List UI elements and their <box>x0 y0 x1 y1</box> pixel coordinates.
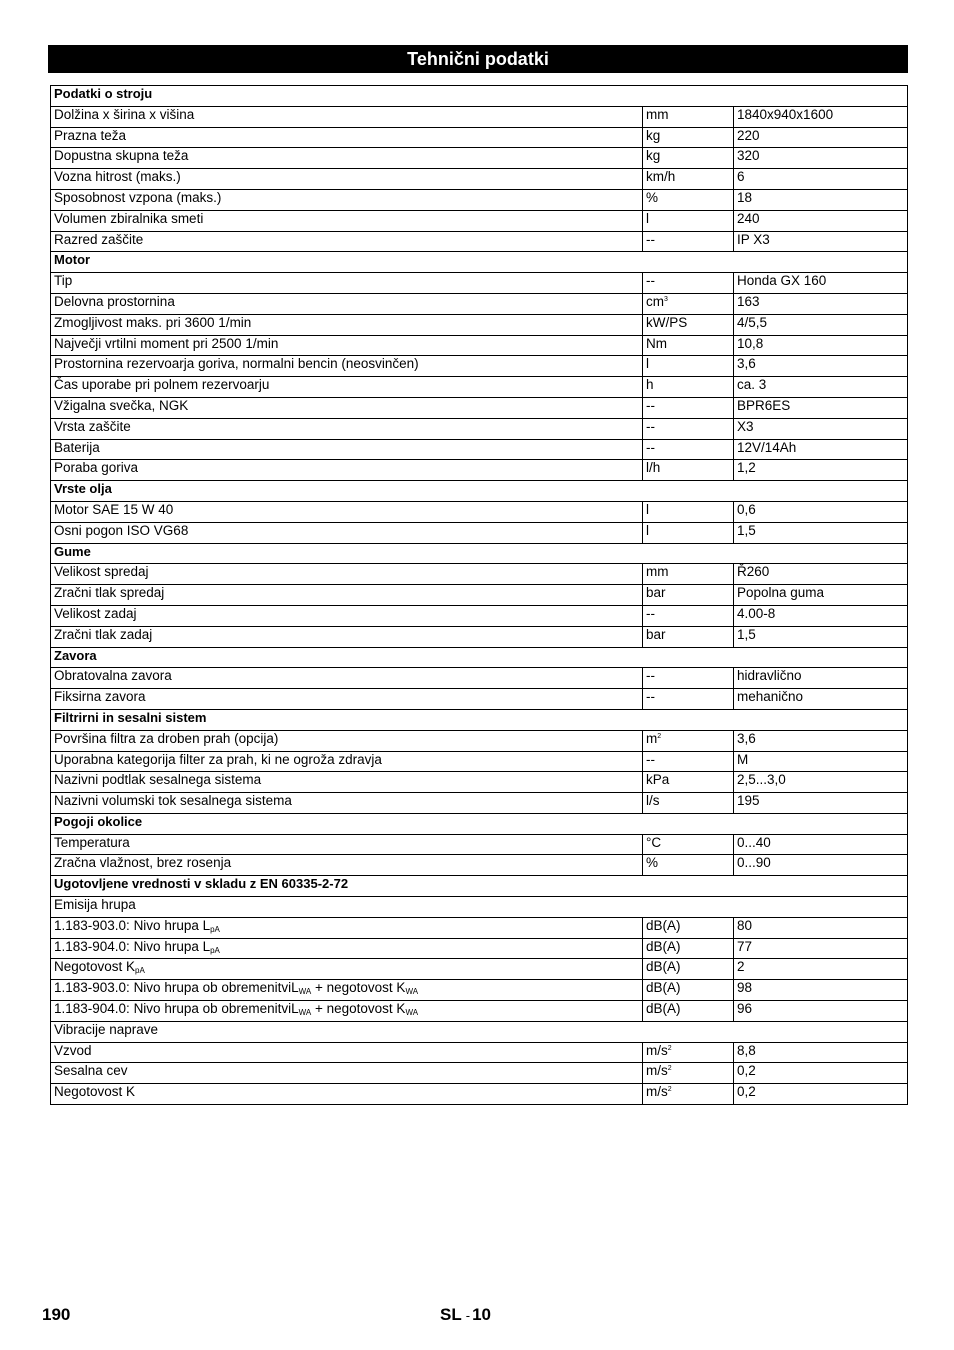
subheading-cell: Vibracije naprave <box>51 1021 908 1042</box>
label-cell: Volumen zbiralnika smeti <box>51 210 643 231</box>
table-row <box>51 917 908 938</box>
unit-superscript: 3 <box>664 295 668 303</box>
unit-superscript: 2 <box>667 1044 672 1052</box>
unit-text: dB(A) <box>646 980 681 996</box>
value-cell: Popolna guma <box>734 585 908 606</box>
unit-text: -- <box>646 439 655 455</box>
unit-cell <box>643 959 734 980</box>
section-heading: Vrste olja <box>51 481 908 502</box>
label-cell <box>51 938 643 959</box>
table-row <box>51 1084 908 1105</box>
table-row <box>51 834 908 855</box>
label-cell: Velikost spredaj <box>51 564 643 585</box>
table-row <box>51 626 908 647</box>
label-cell: Osni pogon ISO VG68 <box>51 522 643 543</box>
unit-text: l <box>646 210 649 226</box>
technical-data-table <box>50 85 908 1105</box>
unit-cell <box>643 377 734 398</box>
table-row <box>51 377 908 398</box>
table-row <box>51 689 908 710</box>
unit-cell <box>643 772 734 793</box>
unit-text: -- <box>646 605 655 621</box>
label-cell: Zračni tlak spredaj <box>51 585 643 606</box>
table-row <box>51 501 908 522</box>
table-row <box>51 231 908 252</box>
unit-text: -- <box>646 689 655 705</box>
value-cell: 3,6 <box>734 356 908 377</box>
unit-text: -- <box>646 418 655 434</box>
unit-text: km/h <box>646 169 676 185</box>
table-row <box>51 106 908 127</box>
unit-text: -- <box>646 231 655 247</box>
label-cell: Vzvod <box>51 1042 643 1063</box>
table-row <box>51 335 908 356</box>
unit-cell <box>643 189 734 210</box>
table-row <box>51 127 908 148</box>
table-row <box>51 793 908 814</box>
value-cell: 77 <box>734 938 908 959</box>
unit-cell <box>643 938 734 959</box>
label-cell: Vžigalna svečka, NGK <box>51 397 643 418</box>
unit-cell <box>643 626 734 647</box>
value-cell: 6 <box>734 169 908 190</box>
value-cell: 10,8 <box>734 335 908 356</box>
value-cell: 163 <box>734 293 908 314</box>
table-row <box>51 210 908 231</box>
table-row <box>51 148 908 169</box>
label-text: 1.183-904.0: Nivo hrupa ob obremenitviL <box>54 1001 299 1017</box>
section-heading: Ugotovljene vrednosti v skladu z EN 60335-2-72 <box>51 876 908 897</box>
section-header-row <box>51 86 908 107</box>
value-cell: mehanično <box>734 689 908 710</box>
footer-section-page: 10 <box>472 1305 491 1324</box>
unit-superscript: 2 <box>657 732 662 740</box>
label-cell: Prazna teža <box>51 127 643 148</box>
unit-cell <box>643 834 734 855</box>
table-row <box>51 564 908 585</box>
table-row <box>51 189 908 210</box>
section-header-row <box>51 252 908 273</box>
unit-text: °C <box>646 834 662 850</box>
label-cell: Zračna vlažnost, brez rosenja <box>51 855 643 876</box>
table-row <box>51 959 908 980</box>
unit-cell <box>643 439 734 460</box>
value-cell: X3 <box>734 418 908 439</box>
unit-text: -- <box>646 273 655 289</box>
table-row <box>51 772 908 793</box>
subheading-row <box>51 1021 908 1042</box>
unit-text: l <box>646 501 649 517</box>
unit-cell <box>643 210 734 231</box>
unit-text: -- <box>646 668 655 684</box>
unit-cell <box>643 668 734 689</box>
section-header-row <box>51 543 908 564</box>
unit-text: -- <box>646 751 655 767</box>
section-header-row <box>51 481 908 502</box>
label-cell <box>51 959 643 980</box>
label-text: 1.183-903.0: Nivo hrupa L <box>54 917 211 933</box>
table-row <box>51 855 908 876</box>
value-cell: 0...40 <box>734 834 908 855</box>
footer-section-ref <box>440 1305 491 1325</box>
unit-text: m <box>646 730 658 746</box>
value-cell: 0,2 <box>734 1084 908 1105</box>
value-cell: 195 <box>734 793 908 814</box>
unit-text: dB(A) <box>646 959 681 975</box>
unit-text: bar <box>646 626 666 642</box>
section-heading: Podatki o stroju <box>51 86 908 107</box>
unit-text: mm <box>646 564 669 580</box>
table-row <box>51 1063 908 1084</box>
section-header-row <box>51 876 908 897</box>
label-text: 1.183-904.0: Nivo hrupa L <box>54 938 211 954</box>
label-cell: Zračni tlak zadaj <box>51 626 643 647</box>
value-cell: 0,6 <box>734 501 908 522</box>
label-cell: Nazivni podtlak sesalnega sistema <box>51 772 643 793</box>
label-subscript: WA <box>405 1008 419 1018</box>
label-subscript: WA <box>405 987 419 997</box>
label-cell: Motor SAE 15 W 40 <box>51 501 643 522</box>
unit-text: m/s <box>646 1042 668 1058</box>
label-cell: Površina filtra za droben prah (opcija) <box>51 730 643 751</box>
unit-text: kg <box>646 148 661 164</box>
value-cell: 240 <box>734 210 908 231</box>
unit-cell <box>643 356 734 377</box>
section-header-row <box>51 813 908 834</box>
value-cell: 96 <box>734 1001 908 1022</box>
table-row <box>51 605 908 626</box>
unit-cell <box>643 335 734 356</box>
unit-text: bar <box>646 585 666 601</box>
value-cell: 4/5,5 <box>734 314 908 335</box>
unit-text: % <box>646 189 659 205</box>
unit-cell <box>643 397 734 418</box>
value-cell: ca. 3 <box>734 377 908 398</box>
table-row <box>51 1001 908 1022</box>
unit-text: m/s <box>646 1084 668 1100</box>
value-cell: 98 <box>734 980 908 1001</box>
unit-cell <box>643 293 734 314</box>
value-cell: 12V/14Ah <box>734 439 908 460</box>
unit-cell <box>643 605 734 626</box>
section-heading: Gume <box>51 543 908 564</box>
unit-cell <box>643 169 734 190</box>
unit-cell <box>643 1001 734 1022</box>
value-cell: hidravlično <box>734 668 908 689</box>
table-row <box>51 397 908 418</box>
unit-text: % <box>646 855 659 871</box>
unit-cell <box>643 127 734 148</box>
footer-separator: - <box>465 1308 471 1323</box>
value-cell: BPR6ES <box>734 397 908 418</box>
unit-text: Nm <box>646 335 667 351</box>
label-cell: Sposobnost vzpona (maks.) <box>51 189 643 210</box>
label-subscript: pA <box>135 966 145 976</box>
table-row <box>51 938 908 959</box>
value-cell: 2 <box>734 959 908 980</box>
label-cell: Uporabna kategorija filter za prah, ki ne ogroža zdravja <box>51 751 643 772</box>
unit-text: h <box>646 377 654 393</box>
table-row <box>51 439 908 460</box>
unit-cell <box>643 148 734 169</box>
unit-text: dB(A) <box>646 917 681 933</box>
label-cell: Nazivni volumski tok sesalnega sistema <box>51 793 643 814</box>
value-cell: IP X3 <box>734 231 908 252</box>
page-number: 190 <box>42 1305 71 1324</box>
label-cell: Vozna hitrost (maks.) <box>51 169 643 190</box>
value-cell: Ř260 <box>734 564 908 585</box>
unit-text: mm <box>646 106 669 122</box>
unit-text: kW/PS <box>646 314 688 330</box>
value-cell: 1,5 <box>734 626 908 647</box>
unit-text: m/s <box>646 1063 668 1079</box>
label-cell: Negotovost K <box>51 1084 643 1105</box>
label-subscript: pA <box>210 945 220 955</box>
table-row <box>51 751 908 772</box>
value-cell: 18 <box>734 189 908 210</box>
label-subscript: WA <box>298 1008 312 1018</box>
label-cell <box>51 1001 643 1022</box>
value-cell: 320 <box>734 148 908 169</box>
page-title: Tehnični podatki <box>48 45 908 73</box>
section-heading: Pogoji okolice <box>51 813 908 834</box>
label-cell: Tip <box>51 273 643 294</box>
value-cell: 0...90 <box>734 855 908 876</box>
section-heading: Filtrirni in sesalni sistem <box>51 709 908 730</box>
label-cell: Največji vrtilni moment pri 2500 1/min <box>51 335 643 356</box>
unit-text: dB(A) <box>646 938 681 954</box>
value-cell: 0,2 <box>734 1063 908 1084</box>
value-cell: 1,5 <box>734 522 908 543</box>
label-cell <box>51 980 643 1001</box>
value-cell: 1840x940x1600 <box>734 106 908 127</box>
unit-cell <box>643 106 734 127</box>
label-cell: Vrsta zaščite <box>51 418 643 439</box>
label-cell: Velikost zadaj <box>51 605 643 626</box>
unit-cell <box>643 585 734 606</box>
unit-superscript: 2 <box>667 1086 672 1094</box>
footer-lang: SL <box>440 1305 462 1324</box>
unit-cell <box>643 522 734 543</box>
unit-cell <box>643 917 734 938</box>
table-row <box>51 522 908 543</box>
table-row <box>51 730 908 751</box>
label-cell: Baterija <box>51 439 643 460</box>
unit-cell <box>643 1084 734 1105</box>
value-cell: Honda GX 160 <box>734 273 908 294</box>
unit-cell <box>643 501 734 522</box>
unit-cell <box>643 314 734 335</box>
unit-text: l/h <box>646 460 661 476</box>
label-cell: Prostornina rezervoarja goriva, normalni bencin (neosvinčen) <box>51 356 643 377</box>
section-heading: Motor <box>51 252 908 273</box>
label-text: + negotovost K <box>311 1001 406 1017</box>
label-text: 1.183-903.0: Nivo hrupa ob obremenitviL <box>54 980 299 996</box>
table-row <box>51 418 908 439</box>
section-header-row <box>51 709 908 730</box>
unit-text: l/s <box>646 793 660 809</box>
unit-cell <box>643 231 734 252</box>
section-heading: Zavora <box>51 647 908 668</box>
table-row <box>51 356 908 377</box>
table-row <box>51 273 908 294</box>
table-row <box>51 460 908 481</box>
label-cell: Dopustna skupna teža <box>51 148 643 169</box>
label-cell: Sesalna cev <box>51 1063 643 1084</box>
label-cell <box>51 917 643 938</box>
label-cell: Temperatura <box>51 834 643 855</box>
label-cell: Delovna prostornina <box>51 293 643 314</box>
unit-cell <box>643 980 734 1001</box>
unit-cell <box>643 689 734 710</box>
unit-cell <box>643 751 734 772</box>
unit-cell <box>643 564 734 585</box>
table-row <box>51 668 908 689</box>
unit-text: l <box>646 522 649 538</box>
unit-text: dB(A) <box>646 1001 681 1017</box>
unit-cell <box>643 1063 734 1084</box>
unit-cell <box>643 855 734 876</box>
unit-cell <box>643 418 734 439</box>
label-cell: Obratovalna zavora <box>51 668 643 689</box>
table-row <box>51 293 908 314</box>
label-cell: Dolžina x širina x višina <box>51 106 643 127</box>
unit-text: kg <box>646 127 661 143</box>
unit-text: kPa <box>646 772 670 788</box>
unit-cell <box>643 730 734 751</box>
value-cell: 80 <box>734 917 908 938</box>
label-cell: Razred zaščite <box>51 231 643 252</box>
value-cell: 2,5...3,0 <box>734 772 908 793</box>
value-cell: 8,8 <box>734 1042 908 1063</box>
value-cell: 1,2 <box>734 460 908 481</box>
table-row <box>51 980 908 1001</box>
table-row <box>51 1042 908 1063</box>
unit-cell <box>643 1042 734 1063</box>
value-cell: 3,6 <box>734 730 908 751</box>
unit-cell <box>643 460 734 481</box>
label-cell: Poraba goriva <box>51 460 643 481</box>
unit-cell <box>643 273 734 294</box>
label-cell: Fiksirna zavora <box>51 689 643 710</box>
unit-text: -- <box>646 397 655 413</box>
section-header-row <box>51 647 908 668</box>
value-cell: M <box>734 751 908 772</box>
label-cell: Čas uporabe pri polnem rezervoarju <box>51 377 643 398</box>
subheading-cell: Emisija hrupa <box>51 897 908 918</box>
table-row <box>51 169 908 190</box>
unit-text: l <box>646 356 649 372</box>
label-subscript: WA <box>298 987 312 997</box>
value-cell: 4.00-8 <box>734 605 908 626</box>
label-subscript: pA <box>210 924 220 934</box>
label-text: Negotovost K <box>54 959 136 975</box>
table-row <box>51 585 908 606</box>
technical-data-body <box>51 86 908 1105</box>
subheading-row <box>51 897 908 918</box>
label-cell: Zmogljivost maks. pri 3600 1/min <box>51 314 643 335</box>
unit-text: cm <box>646 293 664 309</box>
label-text: + negotovost K <box>311 980 406 996</box>
table-row <box>51 314 908 335</box>
unit-superscript: 2 <box>667 1065 672 1073</box>
value-cell: 220 <box>734 127 908 148</box>
unit-cell <box>643 793 734 814</box>
